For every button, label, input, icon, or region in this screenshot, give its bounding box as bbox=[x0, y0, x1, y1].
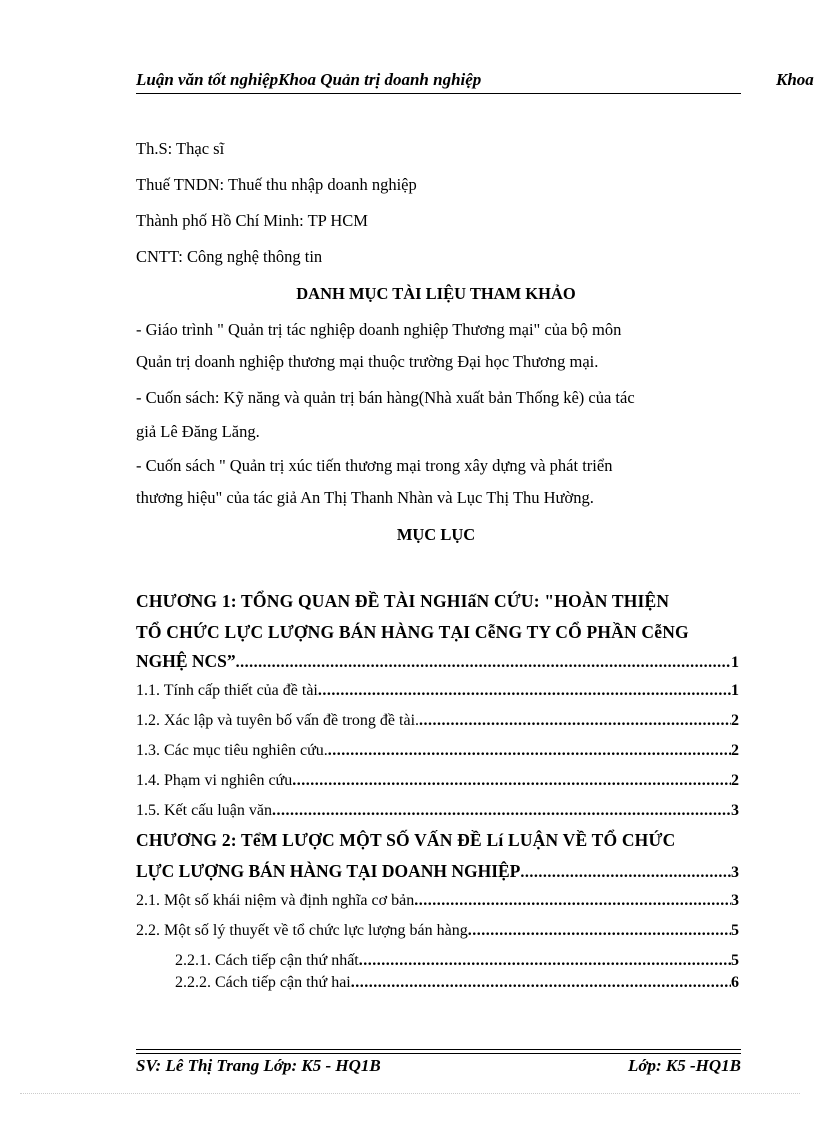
reference-line: - Cuốn sách: Kỹ năng và quản trị bán hàng(Nhà xuất bản Thống kê) của tác bbox=[136, 388, 635, 407]
toc-entry[interactable] bbox=[136, 802, 739, 820]
toc-chapter-1-entry[interactable] bbox=[136, 651, 739, 672]
toc-leader-dots bbox=[272, 802, 731, 820]
toc-subentry[interactable] bbox=[175, 952, 739, 970]
toc-page-number: 5 bbox=[731, 922, 739, 939]
abbreviation-line: Thuế TNDN: Thuế thu nhập doanh nghiệp bbox=[136, 175, 417, 194]
toc-page-number: 2 bbox=[731, 772, 739, 789]
toc-entry-label: 2.1. Một số khái niệm và định nghĩa cơ bản bbox=[136, 892, 415, 909]
abbreviation-line: Th.S: Thạc sĩ bbox=[136, 139, 225, 158]
toc-entry-label: 1.5. Kết cấu luận văn bbox=[136, 802, 272, 819]
toc-entry[interactable] bbox=[136, 742, 739, 760]
toc-title: MỤC LỤC bbox=[396, 525, 476, 544]
page-footer bbox=[136, 1056, 741, 1078]
footer-divider bbox=[136, 1053, 741, 1054]
references-title: DANH MỤC TÀI LIỆU THAM KHẢO bbox=[296, 284, 576, 303]
toc-chapter-1-label: NGHỆ NCS” bbox=[136, 651, 236, 671]
toc-page-number: 2 bbox=[731, 712, 739, 729]
header-right-text: Khoa bbox=[776, 70, 814, 89]
toc-entry-label: 2.2. Một số lý thuyết về tổ chức lực lượng bán hàng bbox=[136, 922, 468, 939]
toc-chapter-1-line[interactable]: CHƯƠNG 1: TỔNG QUAN ĐỀ TÀI NGHIấN CỨU: "HOÀN THIỆN bbox=[136, 591, 670, 611]
footer-right-text: Lớp: K5 -HQ1B bbox=[627, 1056, 741, 1075]
toc-leader-dots bbox=[419, 712, 731, 730]
reference-line: giả Lê Đăng Lăng. bbox=[136, 422, 260, 441]
toc-leader-dots bbox=[351, 974, 731, 992]
toc-entry[interactable] bbox=[136, 712, 739, 730]
toc-entry-label: 1.4. Phạm vi nghiên cứu bbox=[136, 772, 293, 789]
toc-entry[interactable] bbox=[136, 682, 739, 700]
toc-chapter-1-line[interactable]: TỔ CHỨC LỰC LƯỢNG BÁN HÀNG TẠI CễNG TY CỔ PHẦN CễNG bbox=[136, 622, 689, 642]
toc-entry-label: 1.1. Tính cấp thiết của đề tài bbox=[136, 682, 318, 699]
page-header bbox=[136, 70, 814, 92]
toc-leader-dots bbox=[328, 742, 731, 760]
toc-leader-dots bbox=[236, 654, 731, 672]
toc-chapter-2-entry[interactable] bbox=[136, 861, 739, 882]
toc-page-number: 3 bbox=[731, 864, 739, 881]
toc-chapter-2-line[interactable]: CHƯƠNG 2: TểM LƯỢC MỘT SỐ VẤN ĐỀ Lí LUẬN VỀ TỔ CHỨC bbox=[136, 830, 676, 850]
toc-page-number: 3 bbox=[731, 892, 739, 909]
reference-line: - Cuốn sách " Quản trị xúc tiến thương mại trong xây dựng và phát triển bbox=[136, 456, 613, 475]
toc-leader-dots bbox=[468, 922, 731, 940]
toc-leader-dots bbox=[318, 682, 731, 700]
reference-line: - Giáo trình " Quản trị tác nghiệp doanh nghiệp Thương mại" của bộ môn bbox=[136, 320, 622, 339]
abbreviation-line: Thành phố Hồ Chí Minh: TP HCM bbox=[136, 211, 368, 230]
toc-entry-label: 1.2. Xác lập và tuyên bố vấn đề trong đề tài. bbox=[136, 712, 420, 729]
footer-left-text: SV: Lê Thị Trang Lớp: K5 - HQ1B bbox=[136, 1056, 381, 1075]
toc-entry-label: 2.2.2. Cách tiếp cận thứ hai bbox=[175, 974, 351, 991]
toc-leader-dots bbox=[414, 892, 731, 910]
abbreviation-line: CNTT: Công nghệ thông tin bbox=[136, 247, 323, 266]
reference-line: Quản trị doanh nghiệp thương mại thuộc trường Đại học Thương mại. bbox=[136, 352, 599, 371]
toc-page-number: 1 bbox=[731, 682, 739, 699]
toc-page-number: 3 bbox=[731, 802, 739, 819]
footer-divider bbox=[136, 1049, 741, 1050]
toc-entry[interactable] bbox=[136, 772, 739, 790]
toc-leader-dots bbox=[520, 864, 731, 882]
toc-page-number: 6 bbox=[731, 974, 739, 991]
toc-page-number: 2 bbox=[731, 742, 739, 759]
toc-page-number: 1 bbox=[731, 654, 739, 671]
toc-entry-label: 1.3. Các mục tiêu nghiên cứu. bbox=[136, 742, 328, 759]
toc-leader-dots bbox=[359, 952, 731, 970]
toc-entry[interactable] bbox=[136, 892, 739, 910]
reference-line: thương hiệu" của tác giả An Thị Thanh Nhàn và Lục Thị Thu Hường. bbox=[136, 488, 594, 507]
toc-leader-dots bbox=[292, 772, 731, 790]
toc-entry-label: 2.2.1. Cách tiếp cận thứ nhất bbox=[175, 952, 359, 969]
header-left-text: Luận văn tốt nghiệpKhoa Quản trị doanh nghiệp bbox=[136, 70, 482, 89]
toc-chapter-2-label: LỰC LƯỢNG BÁN HÀNG TẠI DOANH NGHIỆP bbox=[136, 861, 521, 881]
page-bottom-edge bbox=[20, 1093, 800, 1094]
toc-subentry[interactable] bbox=[175, 974, 739, 992]
toc-page-number: 5 bbox=[731, 952, 739, 969]
header-divider bbox=[136, 93, 741, 94]
toc-entry[interactable] bbox=[136, 922, 739, 940]
